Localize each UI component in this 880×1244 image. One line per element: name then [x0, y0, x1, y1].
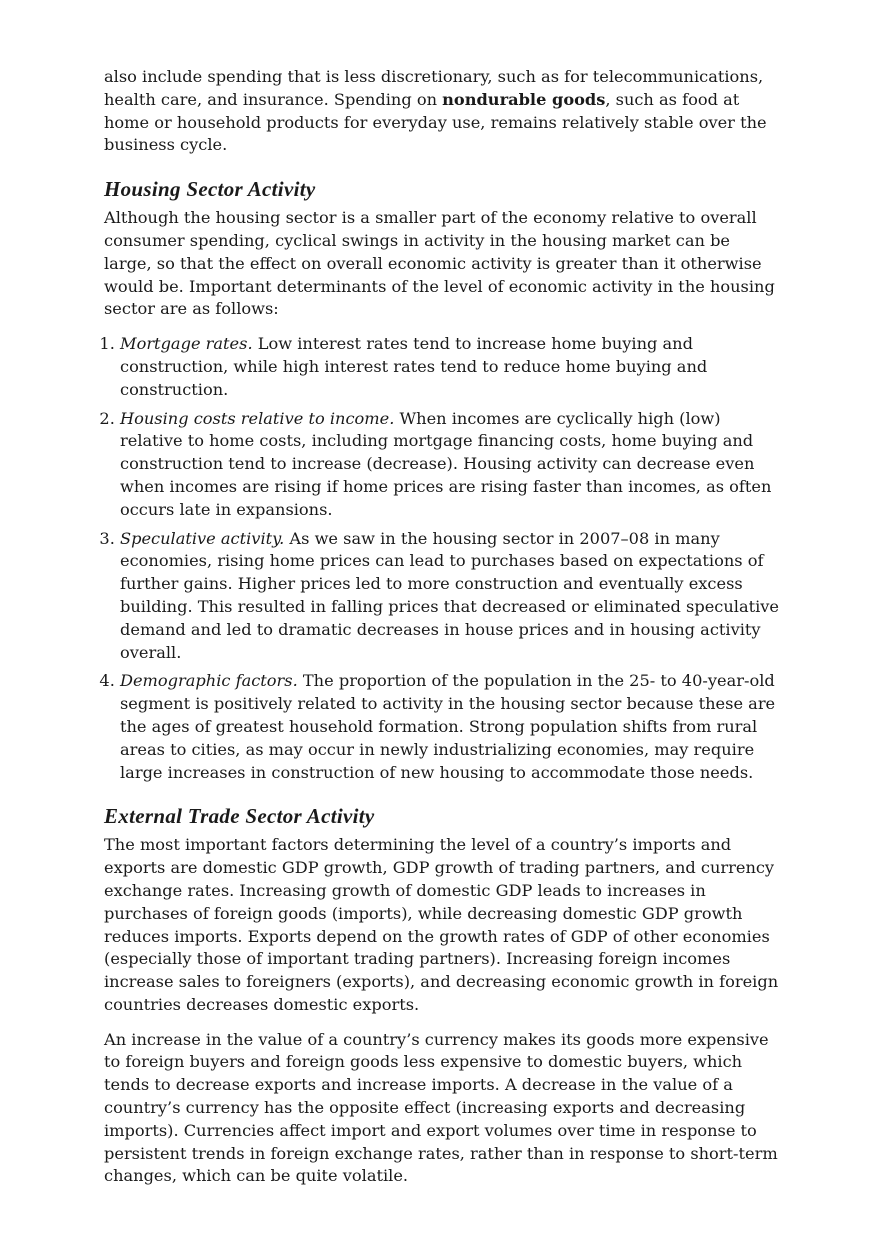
bold-term: nondurable goods	[442, 89, 606, 109]
housing-determinants-list	[104, 333, 780, 784]
list-item-text: When incomes are cyclically high (low) relative to home costs, including mortgage financing costs, home buying and construction tend to increase (decrease). Housing activity can decrease even when incomes are rising if home prices are rising faster than incomes, as often occurs late in expansions.	[120, 408, 772, 519]
list-item	[120, 528, 780, 665]
housing-heading: Housing Sector Activity	[104, 177, 316, 202]
list-item-text: The proportion of the population in the 25- to 40-year-old segment is positively related to activity in the housing sector because these are the ages of greatest household formation. Strong population shifts from rural areas to cities, as may occur in newly industrializing economies, may require large increases in construction of new housing to accommodate those needs.	[120, 671, 776, 782]
intro-paragraph	[104, 66, 780, 157]
list-item-text: Low interest rates tend to increase home buying and construction, while high interest rates tend to reduce home buying and construction.	[120, 334, 708, 399]
list-item-term: Housing costs relative to income.	[120, 408, 395, 428]
list-item	[120, 408, 780, 522]
trade-paragraph: An increase in the value of a country’s currency makes its goods more expensive to foreign buyers and foreign goods less expensive to domestic buyers, which tends to decrease exports and increase imports. A decrease in the value of a country’s currency has the opposite effect (increasing exports and decreasing imports). Currencies affect import and export volumes over time in response to persistent trends in foreign exchange rates, rather than in response to short-term changes, which can be quite volatile.	[104, 1029, 778, 1186]
intro-text: also include spending that is less discretionary, such as for telecommunications, health care, and insurance. Spending on	[104, 67, 764, 109]
list-item	[120, 670, 780, 784]
housing-paragraph: Although the housing sector is a smaller part of the economy relative to overall consumer spending, cyclical swings in activity in the housing market can be large, so that the effect on overall economic activity is greater than it otherwise would be. Important determinants of the level of economic activity in the housing sector are as follows:	[104, 208, 775, 319]
trade-heading: External Trade Sector Activity	[104, 804, 375, 829]
list-item-term: Mortgage rates.	[120, 334, 253, 354]
intro-text-end: , such as food at home or household products for everyday use, remains relatively stable over the business cycle.	[104, 89, 767, 155]
document-page	[104, 66, 780, 1200]
list-item-text: As we saw in the housing sector in 2007–08 in many economies, rising home prices can lead to purchases based on expectations of further gains. Higher prices led to more construction and eventually excess building. This resulted in falling prices that decreased or eliminated speculative demand and led to dramatic decreases in house prices and in housing activity overall.	[120, 528, 780, 662]
trade-paragraph: The most important factors determining the level of a country’s imports and exports are domestic GDP growth, GDP growth of trading partners, and currency exchange rates. Increasing growth of domestic GDP leads to increases in purchases of foreign goods (imports), while decreasing domestic GDP growth reduces imports. Exports depend on the growth rates of GDP of other economies (especially those of important trading partners). Increasing foreign incomes increase sales to foreigners (exports), and decreasing economic growth in foreign countries decreases domestic exports.	[104, 835, 779, 1014]
list-item	[120, 333, 780, 401]
list-item-term: Demographic factors.	[120, 671, 298, 691]
list-item-term: Speculative activity.	[120, 528, 285, 548]
